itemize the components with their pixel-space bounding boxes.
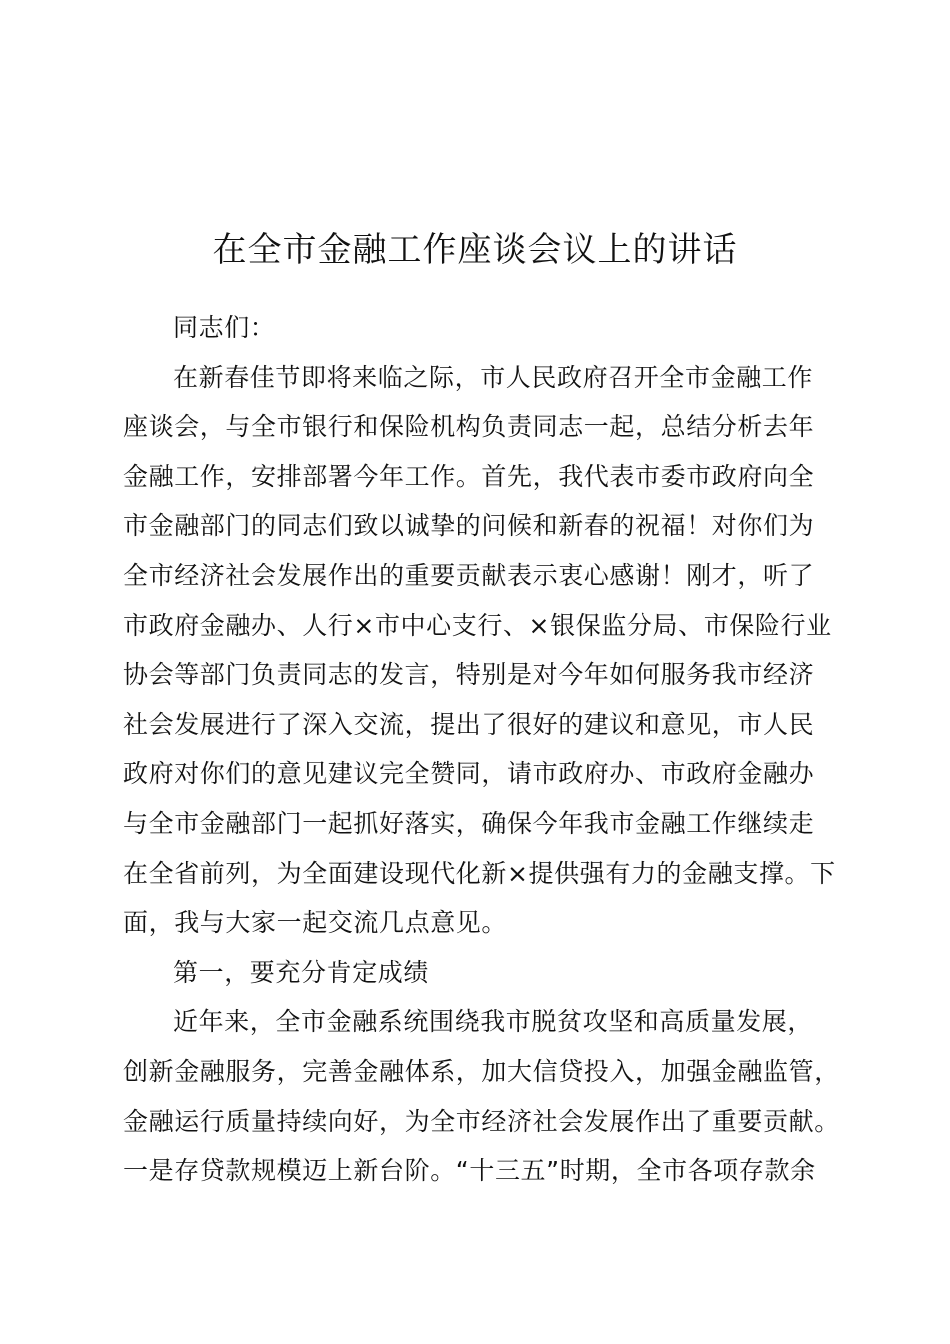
paragraph-line: 同志们：: [173, 313, 276, 342]
paragraph-line: 在新春佳节即将来临之际，市人民政府召开全市金融工作: [173, 362, 814, 392]
paragraph-line: 创新金融服务，完善金融体系，加大信贷投入，加强金融监管，: [123, 1056, 840, 1086]
document-title: 在全市金融工作座谈会议上的讲话: [212, 230, 738, 270]
paragraph-line: 社会发展进行了深入交流，提出了很好的建议和意见，市人民: [123, 709, 815, 739]
paragraph-line: 金融运行质量持续向好，为全市经济社会发展作出了重要贡献。: [123, 1106, 840, 1136]
paragraph-line: 市金融部门的同志们致以诚挚的问候和新春的祝福！对你们为: [123, 511, 815, 541]
paragraph-line: 一是存贷款规模迈上新台阶。“十三五”时期，全市各项存款余: [123, 1156, 816, 1186]
paragraph-line: 协会等部门负责同志的发言，特别是对今年如何服务我市经济: [123, 660, 815, 690]
paragraph-line: 座谈会，与全市银行和保险机构负责同志一起，总结分析去年: [123, 412, 815, 442]
paragraph-line: 金融工作，安排部署今年工作。首先，我代表市委市政府向全: [123, 461, 815, 491]
paragraph-line: 近年来，全市金融系统围绕我市脱贫攻坚和高质量发展，: [173, 1007, 814, 1037]
paragraph-line: 全市经济社会发展作出的重要贡献表示衷心感谢！刚才，听了: [123, 560, 815, 590]
paragraph-line: 面，我与大家一起交流几点意见。: [123, 908, 508, 938]
paragraph-line: 与全市金融部门一起抓好落实，确保今年我市金融工作继续走: [123, 808, 815, 838]
paragraph-line: 政府对你们的意见建议完全赞同，请市政府办、市政府金融办: [123, 759, 815, 789]
paragraph-line: 在全省前列，为全面建设现代化新×提供强有力的金融支撑。下: [123, 858, 836, 888]
paragraph-line: 市政府金融办、人行×市中心支行、×银保监分局、市保险行业: [123, 610, 832, 640]
document-body: [123, 303, 853, 1196]
paragraph-line: 第一，要充分肯定成绩: [173, 957, 430, 987]
